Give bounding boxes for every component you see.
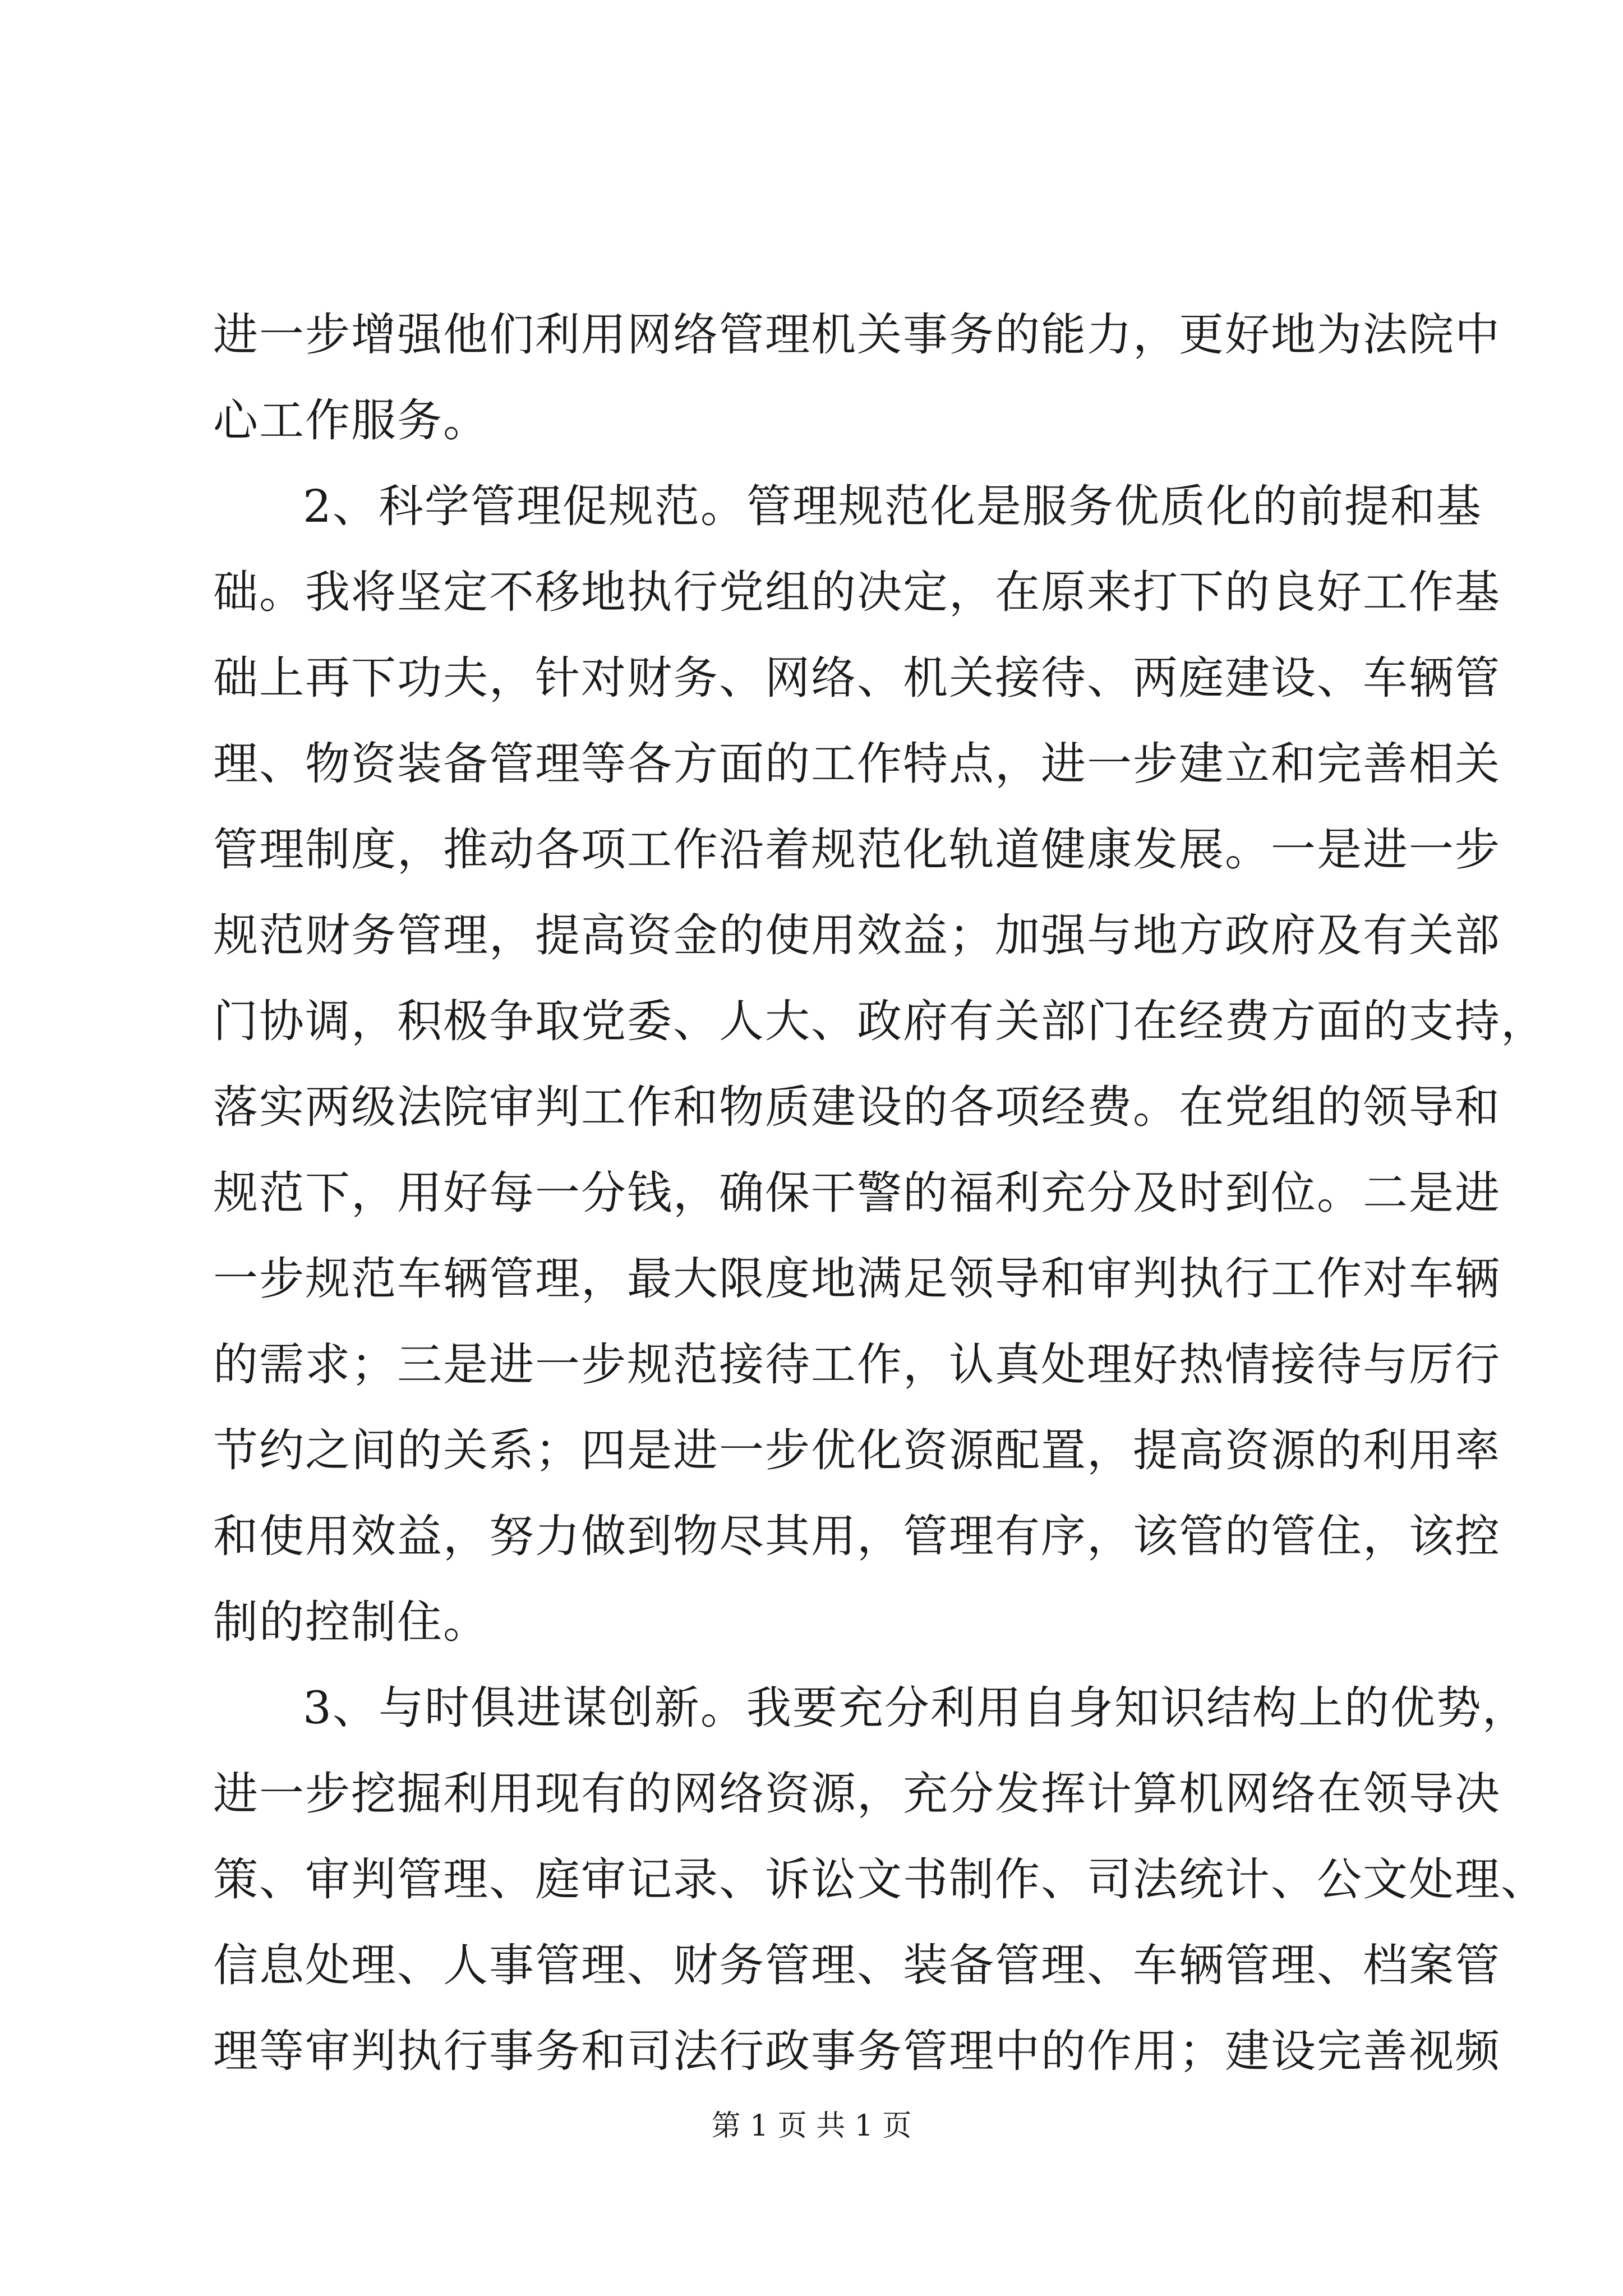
paragraph-3-line-5: 理等审判执行事务和司法行政事务管理中的作用；建设完善视频 xyxy=(213,2025,1501,2077)
paragraph-2-line-14: 制的控制住。 xyxy=(213,1596,489,1648)
paragraph-2-line-13: 和使用效益，努力做到物尽其用，管理有序，该管的管住，该控 xyxy=(213,1510,1501,1562)
paragraph-1-line-1: 进一步增强他们利用网络管理机关事务的能力，更好地为法院中 xyxy=(213,309,1501,361)
paragraph-2-line-9: 规范下，用好每一分钱，确保干警的福利充分及时到位。二是进 xyxy=(213,1167,1501,1219)
paragraph-3-line-3: 策、审判管理、庭审记录、诉讼文书制作、司法统计、公文处理、 xyxy=(213,1853,1547,1906)
paragraph-2-line-3: 础上再下功夫，针对财务、网络、机关接待、两庭建设、车辆管 xyxy=(213,652,1501,704)
paragraph-3-line-1: 3、与时俱进谋创新。我要充分利用自身知识结构上的优势， xyxy=(303,1682,1528,1734)
paragraph-2-line-6: 规范财务管理，提高资金的使用效益；加强与地方政府及有关部 xyxy=(213,909,1501,961)
paragraph-2-line-5: 管理制度，推动各项工作沿着规范化轨道健康发展。一是进一步 xyxy=(213,823,1501,876)
document-body xyxy=(213,292,1547,2094)
paragraph-3-line-2: 进一步挖掘利用现有的网络资源，充分发挥计算机网络在领导决 xyxy=(213,1768,1501,1820)
paragraph-2-line-11: 的需求；三是进一步规范接待工作，认真处理好热情接待与厉行 xyxy=(213,1338,1501,1391)
page-number-label: 第 1 页 共 1 页 xyxy=(711,2109,912,2143)
paragraph-3-line-4: 信息处理、人事管理、财务管理、装备管理、车辆管理、档案管 xyxy=(213,1939,1501,1991)
paragraph-2-line-2: 础。我将坚定不移地执行党组的决定，在原来打下的良好工作基 xyxy=(213,566,1501,618)
paragraph-2-line-12: 节约之间的关系；四是进一步优化资源配置，提高资源的利用率 xyxy=(213,1424,1501,1476)
paragraph-1-line-2: 心工作服务。 xyxy=(213,394,489,447)
paragraph-2-line-1: 2、科学管理促规范。管理规范化是服务优质化的前提和基 xyxy=(303,480,1482,532)
paragraph-2-line-7: 门协调，积极争取党委、人大、政府有关部门在经费方面的支持， xyxy=(213,995,1547,1047)
page-footer xyxy=(0,2106,1623,2146)
paragraph-2-line-8: 落实两级法院审判工作和物质建设的各项经费。在党组的领导和 xyxy=(213,1081,1501,1133)
paragraph-2-line-10: 一步规范车辆管理，最大限度地满足领导和审判执行工作对车辆 xyxy=(213,1253,1501,1305)
paragraph-2-line-4: 理、物资装备管理等各方面的工作特点，进一步建立和完善相关 xyxy=(213,738,1501,790)
